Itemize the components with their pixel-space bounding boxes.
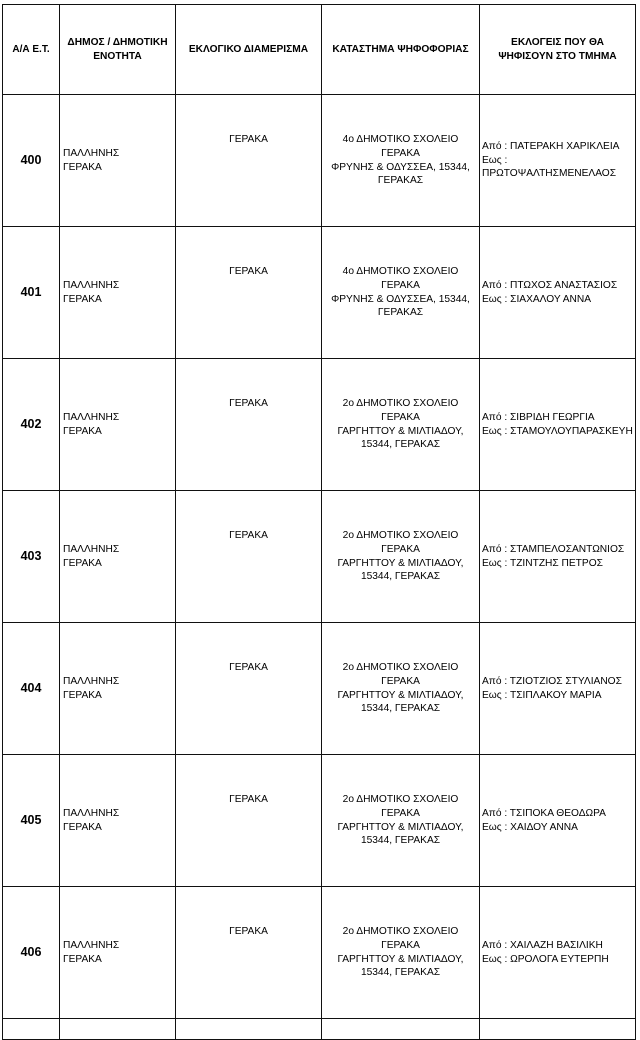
district-cell: ΓΕΡΑΚΑ [176, 491, 322, 623]
voters-cell [480, 227, 636, 359]
voters-to-line: Εως : ΩΡΟΛΟΓΑ ΕΥΤΕΡΠΗ [482, 953, 609, 965]
voters-to [482, 557, 635, 571]
voters-cell [480, 491, 636, 623]
station-line: ΓΕΡΑΚΑΣ [377, 175, 424, 187]
voters-from [482, 807, 635, 821]
voters-to-line: Εως : ΣΙΑΧΑΛΟΥ ΑΝΝΑ [482, 293, 592, 305]
voters-from-line: Από : ΠΤΩΧΟΣ ΑΝΑΣΤΑΣΙΟΣ [482, 279, 618, 291]
voters-to-line: Εως : ΠΡΩΤΟΨΑΛΤΗΣ [482, 154, 559, 180]
municipality-line: ΠΑΛΛΗΝΗΣ [63, 807, 120, 819]
station-cell [322, 95, 480, 227]
table-row [3, 623, 636, 755]
empty-cell [322, 1019, 480, 1040]
district-cell: ΓΕΡΑΚΑ [176, 227, 322, 359]
station-line: 15344, ΓΕΡΑΚΑΣ [360, 967, 441, 979]
header-voters: ΕΚΛΟΓΕΙΣ ΠΟΥ ΘΑ ΨΗΦΙΣΟΥΝ ΣΤΟ ΤΜΗΜΑ [480, 5, 636, 95]
voters-cell [480, 887, 636, 1019]
station-line: 15344, ΓΕΡΑΚΑΣ [360, 571, 441, 583]
voters-to [482, 821, 635, 835]
voters-from-line: Από : ΤΣΙΠΟΚΑ ΘΕΟΔΩΡΑ [482, 807, 606, 819]
station-line: 2ο ΔΗΜΟΤΙΚΟ ΣΧΟΛΕΙΟ [342, 793, 459, 805]
municipality-cell [60, 491, 176, 623]
empty-cell [60, 1019, 176, 1040]
voters-from [482, 939, 635, 953]
station-cell [322, 755, 480, 887]
municipality-line: ΓΕΡΑΚΑ [63, 821, 102, 833]
row-number: 403 [3, 491, 60, 623]
district-cell: ΓΕΡΑΚΑ [176, 755, 322, 887]
header-district: ΕΚΛΟΓΙΚΟ ΔΙΑΜΕΡΙΣΜΑ [176, 5, 322, 95]
table-row [3, 227, 636, 359]
municipality-line: ΓΕΡΑΚΑ [63, 689, 102, 701]
station-line: ΓΕΡΑΚΑ [381, 543, 420, 555]
district-cell: ΓΕΡΑΚΑ [176, 359, 322, 491]
municipality-line: ΠΑΛΛΗΝΗΣ [63, 411, 120, 423]
station-line: ΓΑΡΓΗΤΤΟΥ & ΜΙΛΤΙΑΔΟΥ, [337, 689, 464, 701]
station-line: 2ο ΔΗΜΟΤΙΚΟ ΣΧΟΛΕΙΟ [342, 925, 459, 937]
municipality-line: ΠΑΛΛΗΝΗΣ [63, 279, 120, 291]
table-body [3, 95, 636, 1040]
polling-stations-table [2, 4, 636, 1040]
voters-from-line: Από : ΤΖΙΟΤΖΙΟΣ ΣΤΥΛΙΑΝΟΣ [482, 675, 622, 687]
station-line: ΓΑΡΓΗΤΤΟΥ & ΜΙΛΤΙΑΔΟΥ, [337, 425, 464, 437]
station-line: ΦΡΥΝΗΣ & ΟΔΥΣΣΕΑ, 15344, [331, 161, 470, 173]
voters-from [482, 543, 635, 557]
municipality-line: ΓΕΡΑΚΑ [63, 161, 102, 173]
station-line: 2ο ΔΗΜΟΤΙΚΟ ΣΧΟΛΕΙΟ [342, 529, 459, 541]
empty-cell [176, 1019, 322, 1040]
voters-to-line: Εως : ΤΣΙΠΛΑΚΟΥ ΜΑΡΙΑ [482, 689, 602, 701]
row-number: 400 [3, 95, 60, 227]
station-cell [322, 227, 480, 359]
voters-from [482, 140, 635, 154]
voters-from-line: ΑΝΤΩΝΙΟΣ [572, 543, 625, 555]
row-number: 402 [3, 359, 60, 491]
municipality-cell [60, 623, 176, 755]
district-cell: ΓΕΡΑΚΑ [176, 95, 322, 227]
municipality-line: ΓΕΡΑΚΑ [63, 557, 102, 569]
district-cell: ΓΕΡΑΚΑ [176, 887, 322, 1019]
voters-cell [480, 95, 636, 227]
voters-from [482, 411, 635, 425]
station-line: ΓΑΡΓΗΤΤΟΥ & ΜΙΛΤΙΑΔΟΥ, [337, 953, 464, 965]
voters-to-line: ΜΕΝΕΛΑΟΣ [558, 168, 617, 180]
municipality-cell [60, 755, 176, 887]
station-cell [322, 359, 480, 491]
voters-from-line: Από : ΧΑΙΛΑΖΗ ΒΑΣΙΛΙΚΗ [482, 939, 603, 951]
table-row [3, 359, 636, 491]
station-line: ΦΡΥΝΗΣ & ΟΔΥΣΣΕΑ, 15344, [331, 293, 470, 305]
voters-cell [480, 359, 636, 491]
municipality-line: ΠΑΛΛΗΝΗΣ [63, 147, 120, 159]
municipality-line: ΓΕΡΑΚΑ [63, 425, 102, 437]
municipality-line: ΠΑΛΛΗΝΗΣ [63, 543, 120, 555]
voters-to-line: Εως : ΧΑΙΔΟΥ ΑΝΝΑ [482, 821, 578, 833]
header-municipality: ΔΗΜΟΣ / ΔΗΜΟΤΙΚΗ ΕΝΟΤΗΤΑ [60, 5, 176, 95]
voters-from [482, 675, 635, 689]
station-cell [322, 887, 480, 1019]
voters-cell [480, 755, 636, 887]
table-row [3, 491, 636, 623]
station-line: 4ο ΔΗΜΟΤΙΚΟ ΣΧΟΛΕΙΟ [342, 133, 459, 145]
voters-from-line: Από : ΣΤΑΜΠΕΛΟΣ [482, 543, 572, 555]
station-line: ΓΕΡΑΚΑ [381, 807, 420, 819]
station-line: 15344, ΓΕΡΑΚΑΣ [360, 703, 441, 715]
municipality-line: ΓΕΡΑΚΑ [63, 953, 102, 965]
voters-to [482, 293, 635, 307]
station-line: 2ο ΔΗΜΟΤΙΚΟ ΣΧΟΛΕΙΟ [342, 661, 459, 673]
district-cell: ΓΕΡΑΚΑ [176, 623, 322, 755]
station-line: ΓΑΡΓΗΤΤΟΥ & ΜΙΛΤΙΑΔΟΥ, [337, 557, 464, 569]
municipality-cell [60, 887, 176, 1019]
station-line: ΓΕΡΑΚΑ [381, 147, 420, 159]
row-number: 404 [3, 623, 60, 755]
table-row-partial [3, 1019, 636, 1040]
voters-to [482, 154, 635, 182]
station-line: ΓΕΡΑΚΑ [381, 411, 420, 423]
table-row [3, 95, 636, 227]
station-line: 4ο ΔΗΜΟΤΙΚΟ ΣΧΟΛΕΙΟ [342, 265, 459, 277]
table-row [3, 755, 636, 887]
row-number: 401 [3, 227, 60, 359]
voters-to-line: Εως : ΣΤΑΜΟΥΛΟΥ [482, 425, 572, 437]
row-number: 405 [3, 755, 60, 887]
voters-from [482, 279, 635, 293]
empty-cell [3, 1019, 60, 1040]
voters-to-line: Εως : ΤΖΙΝΤΖΗΣ ΠΕΤΡΟΣ [482, 557, 603, 569]
station-line: ΓΕΡΑΚΑ [381, 279, 420, 291]
header-station: ΚΑΤΑΣΤΗΜΑ ΨΗΦΟΦΟΡΙΑΣ [322, 5, 480, 95]
voters-from-line: Από : ΣΙΒΡΙΔΗ ΓΕΩΡΓΙΑ [482, 411, 595, 423]
station-line: ΓΑΡΓΗΤΤΟΥ & ΜΙΛΤΙΑΔΟΥ, [337, 821, 464, 833]
station-line: ΓΕΡΑΚΑΣ [377, 307, 424, 319]
table-header-row [3, 5, 636, 95]
empty-cell [480, 1019, 636, 1040]
header-number: Α/Α Ε.Τ. [3, 5, 60, 95]
voters-cell [480, 623, 636, 755]
station-cell [322, 623, 480, 755]
municipality-cell [60, 359, 176, 491]
station-line: 15344, ΓΕΡΑΚΑΣ [360, 439, 441, 451]
table-row [3, 887, 636, 1019]
municipality-cell [60, 227, 176, 359]
municipality-line: ΠΑΛΛΗΝΗΣ [63, 939, 120, 951]
station-line: ΓΕΡΑΚΑ [381, 939, 420, 951]
row-number: 406 [3, 887, 60, 1019]
voters-to [482, 953, 635, 967]
station-line: 2ο ΔΗΜΟΤΙΚΟ ΣΧΟΛΕΙΟ [342, 397, 459, 409]
station-cell [322, 491, 480, 623]
municipality-line: ΓΕΡΑΚΑ [63, 293, 102, 305]
municipality-cell [60, 95, 176, 227]
voters-to-line: ΠΑΡΑΣΚΕΥΗ [571, 425, 633, 437]
station-line: 15344, ΓΕΡΑΚΑΣ [360, 835, 441, 847]
voters-to [482, 689, 635, 703]
voters-to [482, 425, 635, 439]
station-line: ΓΕΡΑΚΑ [381, 675, 420, 687]
municipality-line: ΠΑΛΛΗΝΗΣ [63, 675, 120, 687]
voters-from-line: Από : ΠΑΤΕΡΑΚΗ ΧΑΡΙΚΛΕΙΑ [482, 140, 620, 152]
